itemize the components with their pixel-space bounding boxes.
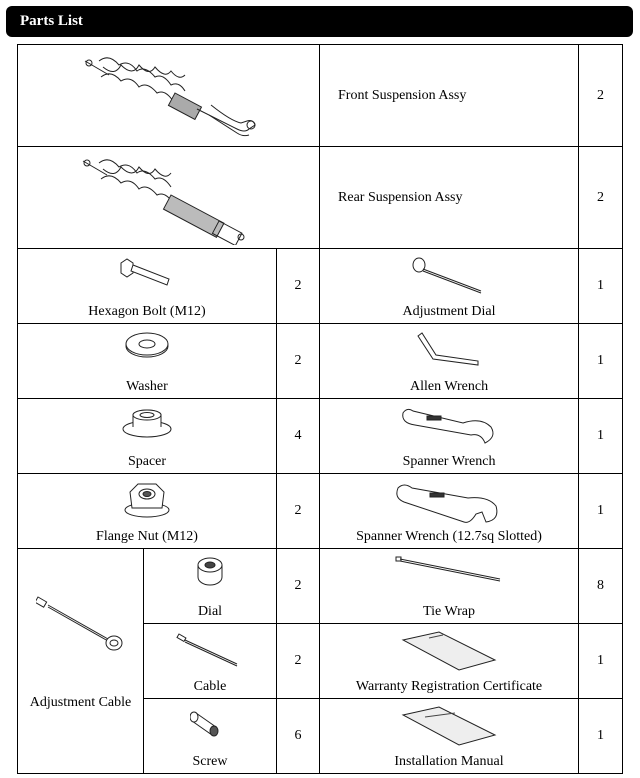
part-cell: [18, 474, 277, 549]
part-cell: [18, 399, 277, 474]
table-row: [18, 249, 623, 324]
allen-wrench-icon: [414, 330, 484, 366]
table-row: [18, 474, 623, 549]
part-qty: 2: [277, 474, 320, 549]
part-qty: 1: [579, 474, 623, 549]
part-name: Adjustment Dial: [402, 304, 496, 319]
part-qty: 2: [277, 324, 320, 399]
part-cell: [320, 699, 579, 774]
cable-icon: [175, 630, 245, 670]
part-name: Screw: [192, 754, 228, 769]
table-row: [18, 549, 623, 624]
part-name: Adjustment Cable: [29, 695, 132, 710]
slotted-spanner-wrench-icon: [394, 480, 504, 526]
part-name: Hexagon Bolt (M12): [88, 304, 206, 319]
part-name: Washer: [126, 379, 168, 394]
certificate-icon: [399, 630, 499, 672]
part-name: Rear Suspension Assy: [320, 147, 579, 249]
part-name: Dial: [197, 604, 223, 619]
front-suspension-image-cell: [18, 45, 320, 147]
part-qty: 6: [277, 699, 320, 774]
part-cell: [144, 624, 277, 699]
part-qty: 2: [579, 147, 623, 249]
washer-icon: [122, 330, 172, 360]
part-qty: 2: [277, 549, 320, 624]
part-qty: 4: [277, 399, 320, 474]
part-qty: 2: [277, 249, 320, 324]
part-qty: 8: [579, 549, 623, 624]
part-cell: [320, 324, 579, 399]
screw-icon: [190, 705, 230, 741]
front-suspension-icon: [79, 51, 259, 143]
part-name: Spanner Wrench (12.7sq Slotted): [356, 529, 542, 544]
part-name: Spanner Wrench: [402, 454, 496, 469]
table-row: [18, 45, 623, 147]
part-cell: [320, 474, 579, 549]
part-qty: 1: [579, 699, 623, 774]
part-qty: 1: [579, 624, 623, 699]
part-name: Warranty Registration Certificate: [355, 679, 543, 694]
flange-nut-icon: [122, 480, 172, 520]
part-qty: 2: [579, 45, 623, 147]
spacer-icon: [119, 405, 175, 439]
dial-icon: [192, 555, 228, 591]
part-cell: [320, 399, 579, 474]
part-cell: [320, 624, 579, 699]
part-qty: 2: [277, 624, 320, 699]
tie-wrap-icon: [394, 555, 504, 585]
part-qty: 1: [579, 399, 623, 474]
part-name: Front Suspension Assy: [320, 45, 579, 147]
part-qty: 1: [579, 324, 623, 399]
part-cell: [18, 549, 144, 774]
adjustment-cable-icon: [36, 593, 126, 653]
part-cell: [18, 249, 277, 324]
page-title: Parts List: [20, 13, 83, 29]
hexagon-bolt-icon: [117, 255, 177, 289]
part-cell: [144, 699, 277, 774]
table-row: [18, 324, 623, 399]
part-cell: [320, 549, 579, 624]
rear-suspension-icon: [79, 153, 259, 245]
part-name: Installation Manual: [394, 754, 504, 769]
part-cell: [18, 324, 277, 399]
part-qty: 1: [579, 249, 623, 324]
part-name: Allen Wrench: [409, 379, 489, 394]
adjustment-dial-icon: [409, 255, 489, 295]
part-name: Cable: [193, 679, 227, 694]
manual-icon: [399, 705, 499, 747]
spanner-wrench-icon: [399, 405, 499, 445]
rear-suspension-image-cell: [18, 147, 320, 249]
table-row: [18, 399, 623, 474]
part-name: Spacer: [127, 454, 167, 469]
table-row: [18, 147, 623, 249]
parts-list-header: [6, 6, 633, 37]
part-name: Flange Nut (M12): [96, 529, 198, 544]
part-cell: [320, 249, 579, 324]
parts-table: [17, 44, 623, 774]
part-name: Tie Wrap: [423, 604, 475, 619]
part-cell: [144, 549, 277, 624]
